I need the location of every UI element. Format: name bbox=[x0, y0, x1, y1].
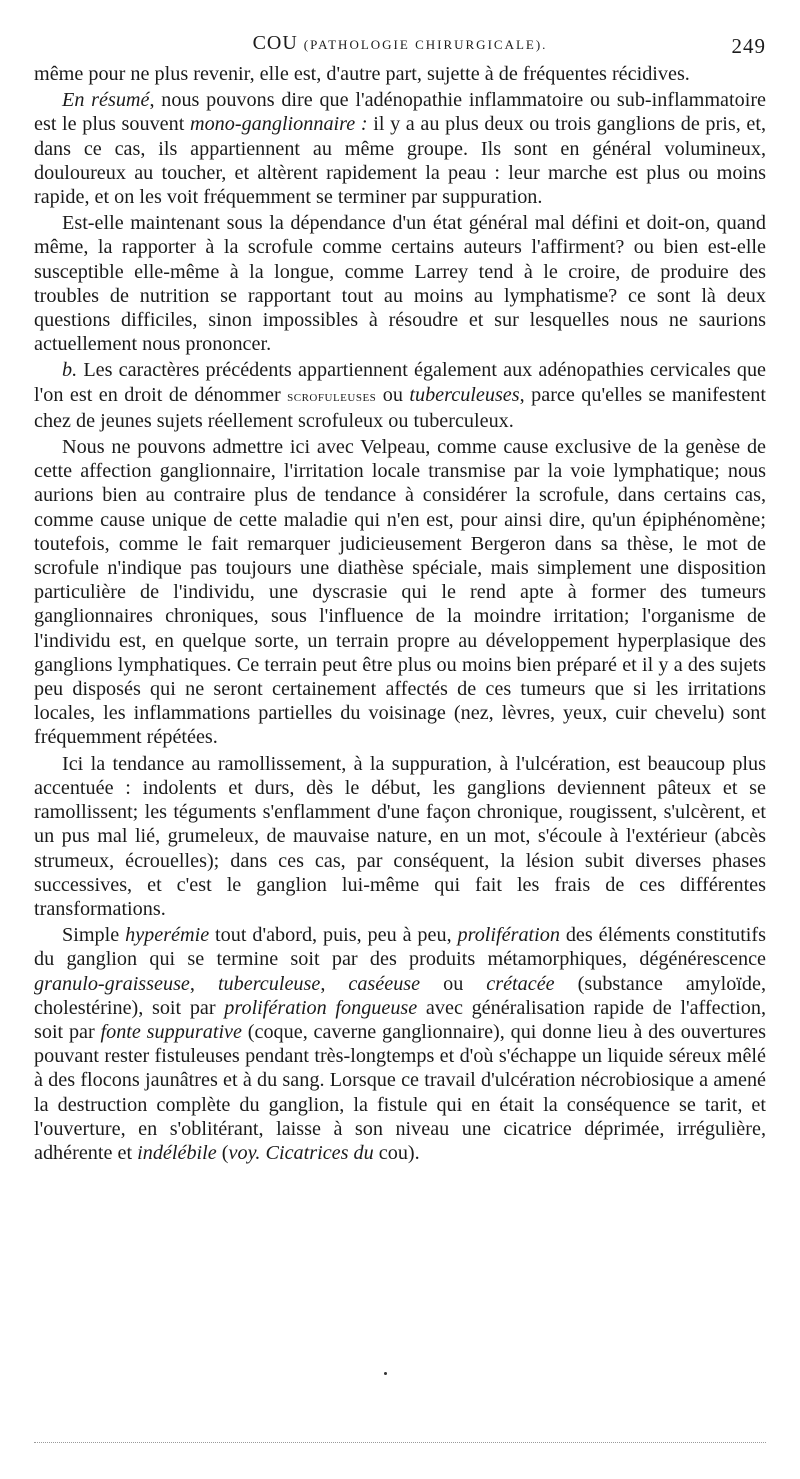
paragraph-7-em4: tuberculeuse bbox=[217, 972, 321, 995]
ink-dot bbox=[384, 1372, 387, 1375]
paragraph-4-a: Les caractères précédents appartiennent également aux adénopathies cervicales que l'on est en droit de dénommer bbox=[34, 359, 766, 406]
paragraph-7-em1: hyperémie bbox=[125, 924, 210, 947]
paragraph-7-i: (coque, caverne ganglionnaire), qui donne lieu à des ouvertures pouvant rester fistuleuses pendant très-longtemps et d'où s'échappe un liquide séreux mêlé à des flocons jaunâtres et à du sang. Lorsque ce travail d'ulcération nécrobiosique a amené la destruction complète du ganglion, la fistule qui en était la conséquence se tarit, et l'ouverture, en s'oblitérant, laisse à son niveau une cicatrice déprimée, irrégulière, adhérente et bbox=[34, 1020, 766, 1164]
book-page bbox=[34, 26, 766, 1165]
paragraph-2-em1: mono-ganglionnaire : bbox=[189, 113, 368, 136]
paragraph-7-em6: crétacée bbox=[486, 972, 555, 995]
paragraph-7-b: tout d'abord, puis, peu à peu, bbox=[209, 924, 458, 947]
paragraph-5: Nous ne pouvons admettre ici avec Velpeau, comme cause exclusive de la genèse de cette affection ganglionnaire, l'irritation locale transmise par la voie lymphatique; nous aurions bien au contraire plus de tendance à considérer la scrofule, dans certains cas, comme cause unique de cette maladie qui n'en est, pour ainsi dire, qu'un épiphénomène; toutefois, comme le fait remarquer judicieusement Bergeron dans sa thèse, le mot de scrofule n'indique pas toujours une diathèse spéciale, mais simplement une disposition particulière de l'individu, une dyscrasie qui le rend apte à former des tumeurs ganglionnaires chroniques, sous l'influence de la moindre irritation; l'organisme de l'individu est, en quelque sorte, un terrain propre au développement hyperplasique des ganglions lymphatiques. Ce terrain peut être plus ou moins bien préparé et il y a des sujets peu disposés qui ne seront certainement affectés de ces tumeurs que si les irritations locales, les inflammations partielles du voisinage (nez, lèvres, yeux, cuir chevelu) sont fréquemment répétées. bbox=[34, 436, 766, 749]
paragraph-2-a: , nous pouvons dire que l'adénopathie inflammatoire ou sub-inflammatoire est le plus souvent bbox=[34, 89, 766, 136]
paragraph-7-g: (substance amyloïde, cholestérine), soit par bbox=[34, 972, 766, 1019]
paragraph-4-em1: tuberculeuses bbox=[409, 383, 520, 406]
running-title-sub: (PATHOLOGIE CHIRURGICALE). bbox=[303, 37, 548, 52]
page-number: 249 bbox=[731, 34, 766, 58]
paragraph-1: même pour ne plus revenir, elle est, d'autre part, sujette à de fréquentes récidives. bbox=[34, 63, 690, 85]
paragraph-7-em7: prolifération fongueuse bbox=[224, 996, 418, 1019]
paragraph-4-b: ou bbox=[376, 383, 410, 406]
paragraph-7-f: ou bbox=[420, 972, 487, 995]
running-header bbox=[34, 26, 766, 62]
paragraph-7-em5: caséeuse bbox=[348, 972, 421, 995]
bottom-dotted-rule bbox=[34, 1442, 766, 1443]
paragraph-2 bbox=[34, 88, 766, 209]
paragraph-4-c: , parce qu'elles se manifestent chez de jeunes sujets réellement scrofuleux ou tuberculeux. bbox=[34, 383, 766, 432]
paragraph-2-b: il y a au plus deux ou trois ganglions de pris, et, dans ce cas, ils appartiennent au même groupe. Ils sont en général volumineux, douloureux au toucher, et altèrent rapidement la peau : leur marche est plus ou moins rapide, et on les voit fréquemment se terminer par suppuration. bbox=[34, 113, 766, 209]
paragraph-7-a: Simple bbox=[62, 924, 126, 947]
paragraph-7-em10: voy. Cicatrices du bbox=[228, 1141, 374, 1164]
paragraph-7 bbox=[34, 923, 766, 1165]
paragraph-7-em9: indélébile bbox=[137, 1141, 217, 1164]
paragraph-4-lead: b. bbox=[62, 359, 78, 382]
paragraph-2-lead: En résumé bbox=[62, 89, 150, 112]
paragraph-7-d: , bbox=[189, 972, 218, 995]
paragraph-7-em8: fonte suppurative bbox=[100, 1020, 242, 1043]
paragraph-7-em3: granulo-graisseuse bbox=[34, 972, 190, 995]
paragraph-6: Ici la tendance au ramollissement, à la suppuration, à l'ulcération, est beaucoup plus accentuée : indolents et durs, dès le début, les ganglions deviennent pâteux et se ramollissent; les téguments s'enflamment d'une façon chronique, rougissent, s'ulcèrent, et un pus mal lié, grumeleux, de mauvaise nature, en un mot, s'écoule à l'extérieur (abcès strumeux, écrouelles); dans ces cas, par conséquent, la lésion subit diverses phases successives, et c'est le ganglion lui-même qui fait les frais de ces différentes transformations. bbox=[34, 752, 766, 920]
running-title bbox=[34, 32, 766, 55]
paragraph-3: Est-elle maintenant sous la dépendance d'un état général mal défini et doit-on, quand même, la rapporter à la scrofule comme certains auteurs l'affirment? ou bien est-elle susceptible elle-même à la longue, comme Larrey tend à le croire, de produire des troubles de nutrition se rapportant tout au moins au lymphatisme? ce sont là deux questions difficiles, sinon impossibles à résoudre et sur lesquelles nous ne saurions actuellement nous prononcer. bbox=[34, 212, 766, 356]
paragraph-7-h: avec généralisation rapide de l'affection, soit par bbox=[34, 996, 766, 1043]
paragraph-7-c: des éléments constitutifs du ganglion qui se termine soit par des produits métamorphiques, dégénérescence bbox=[34, 924, 766, 971]
running-title-main: COU bbox=[252, 32, 298, 54]
body-text bbox=[34, 62, 766, 1165]
paragraph-4 bbox=[34, 358, 766, 433]
paragraph-7-k: cou). bbox=[373, 1141, 420, 1164]
paragraph-7-e: , bbox=[320, 972, 349, 995]
paragraph-7-em2: prolifération bbox=[457, 924, 560, 947]
paragraph-7-j: ( bbox=[216, 1141, 229, 1164]
paragraph-4-sc1: scrofuleuses bbox=[287, 388, 377, 405]
